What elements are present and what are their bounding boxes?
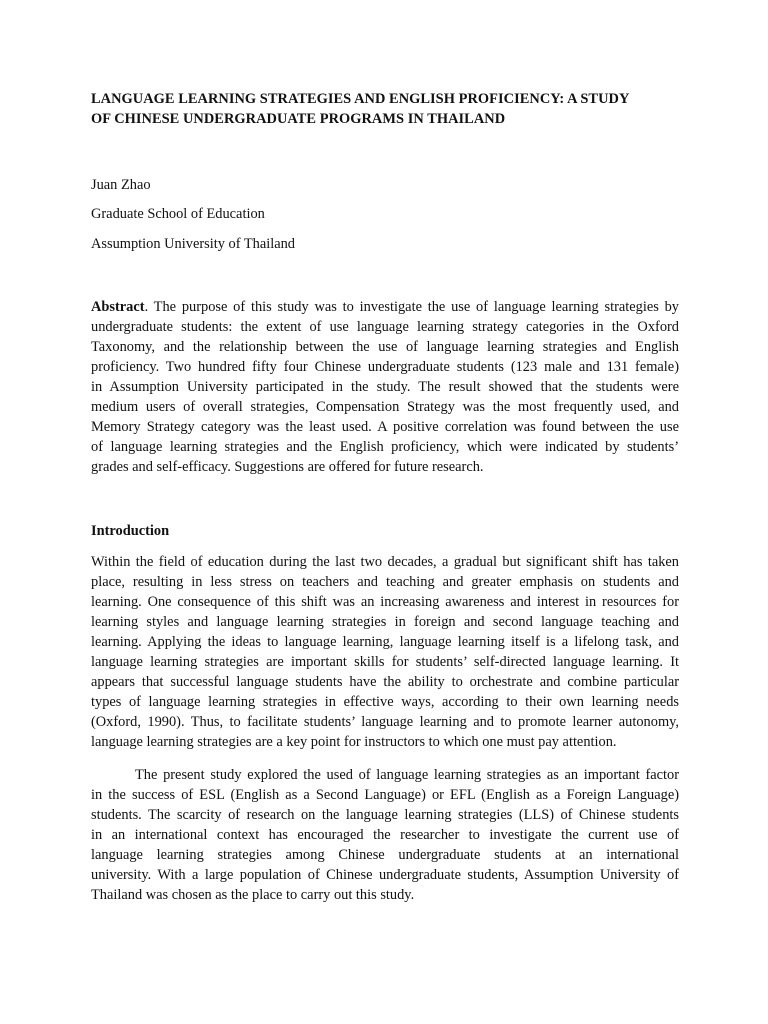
paragraph-line: university. With a large population of Chinese undergraduate students, Assumption University of xyxy=(91,867,679,883)
abstract-first-line-text: . The purpose of this study was to investigate the use of language learning strategies by xyxy=(144,299,679,315)
paragraph-line: place, resulting in less stress on teachers and teaching and greater emphasis on students and xyxy=(91,574,679,590)
affiliation-department: Graduate School of Education xyxy=(91,206,265,222)
abstract-line: grades and self-efficacy. Suggestions are offered for future research. xyxy=(91,459,484,475)
introduction-paragraph-1 xyxy=(91,552,679,752)
abstract-line: Memory Strategy category was the least used. A positive correlation was found between the use xyxy=(91,419,679,435)
paragraph-line: (Oxford, 1990). Thus, to facilitate students’ language learning and to promote learner autonomy, xyxy=(91,714,679,730)
abstract-paragraph xyxy=(91,297,679,477)
abstract-line: of language learning strategies and the English proficiency, which were indicated by students’ xyxy=(91,439,679,455)
abstract-line: in Assumption University participated in the study. The result showed that the students were xyxy=(91,379,679,395)
paragraph-line: learning. One consequence of this shift was an increasing awareness and interest in resources for xyxy=(91,594,679,610)
paper-title-line: OF CHINESE UNDERGRADUATE PROGRAMS IN THAILAND xyxy=(91,111,506,127)
paragraph-line: language learning strategies among Chinese undergraduate students at an international xyxy=(91,847,679,863)
paragraph-line: in the success of ESL (English as a Second Language) or EFL (English as a Foreign Language) xyxy=(91,787,679,803)
paragraph-line: Thailand was chosen as the place to carry out this study. xyxy=(91,887,415,903)
paragraph-line: language learning strategies are important skills for students’ self-directed language learning. It xyxy=(91,654,679,670)
abstract-label: Abstract xyxy=(91,299,145,315)
paragraph-line: learning. Applying the ideas to language learning, language learning itself is a lifelong task, and xyxy=(91,634,679,650)
abstract-line: Taxonomy, and the relationship between the use of language learning strategies and English xyxy=(91,339,679,355)
paper-title xyxy=(91,89,691,129)
paragraph-line: learning styles and language learning strategies in foreign and second language teaching and xyxy=(91,614,679,630)
introduction-paragraph-2 xyxy=(91,765,679,905)
paragraph-line: types of language learning strategies in effective ways, according to their own learning needs xyxy=(91,694,679,710)
author-name: Juan Zhao xyxy=(91,177,151,193)
abstract-line: medium users of overall strategies, Compensation Strategy was the most frequently used, and xyxy=(91,399,679,415)
paragraph-line: appears that successful language students have the ability to orchestrate and combine particular xyxy=(91,674,679,690)
paper-title-line: LANGUAGE LEARNING STRATEGIES AND ENGLISH PROFICIENCY: A STUDY xyxy=(91,91,630,107)
paragraph-line: The present study explored the used of language learning strategies as an important factor xyxy=(135,767,679,783)
paragraph-line: in an international context has encouraged the researcher to investigate the current use of xyxy=(91,827,679,843)
paragraph-line: language learning strategies are a key point for instructors to which one must pay attention. xyxy=(91,734,617,750)
affiliation-university: Assumption University of Thailand xyxy=(91,236,295,252)
section-heading-introduction: Introduction xyxy=(91,523,170,539)
paragraph-line: Within the field of education during the last two decades, a gradual but significant shift has taken xyxy=(91,554,679,570)
abstract-line: undergraduate students: the extent of use language learning strategy categories in the Oxford xyxy=(91,319,679,335)
paragraph-line: students. The scarcity of research on the language learning strategies (LLS) of Chinese students xyxy=(91,807,679,823)
abstract-line xyxy=(91,297,679,317)
abstract-line: proficiency. Two hundred fifty four Chinese undergraduate students (123 male and 131 female) xyxy=(91,359,679,375)
